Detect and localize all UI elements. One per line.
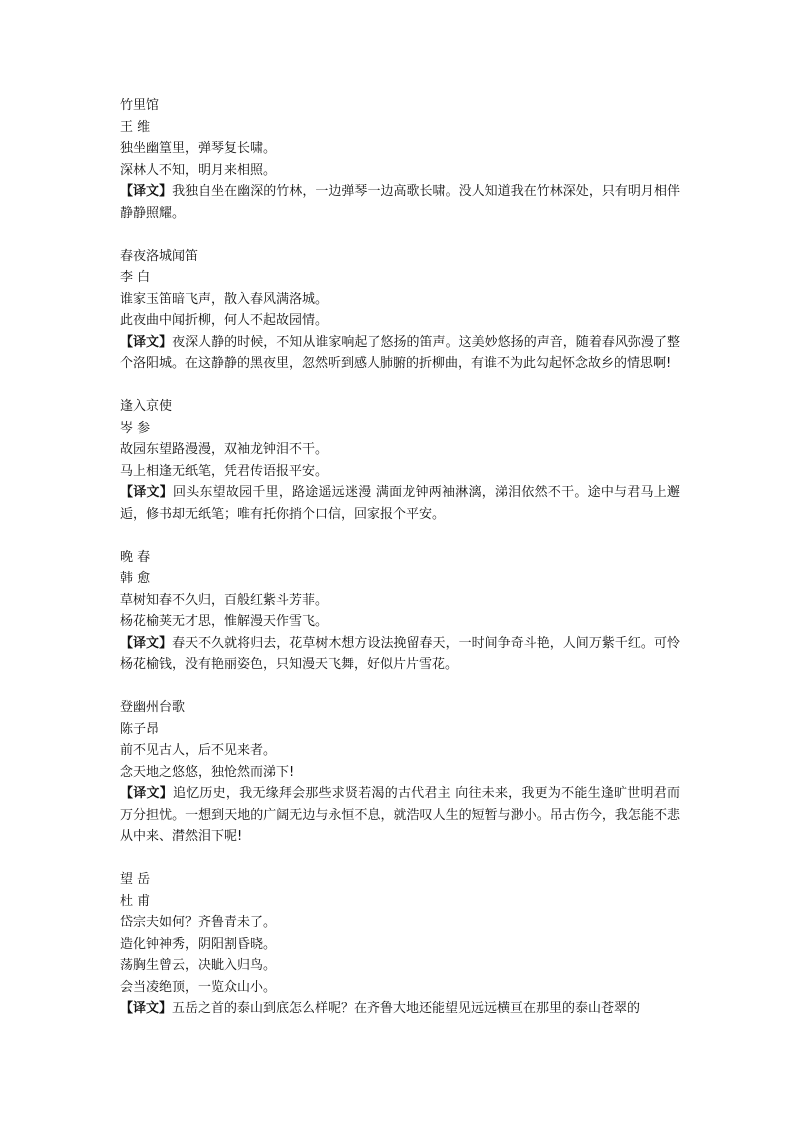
poem-line: 故园东望路漫漫，双袖龙钟泪不干。 xyxy=(120,442,329,457)
poem-author: 王 维 xyxy=(120,119,151,135)
poem-translation xyxy=(120,783,680,848)
translation-tag: 【译文】 xyxy=(120,786,173,801)
poem-title: 晚 春 xyxy=(120,549,151,565)
poem-title: 登幽州台歌 xyxy=(120,700,186,715)
poem-line: 独坐幽篁里，弹琴复长啸。 xyxy=(120,141,277,156)
poem-zhuliguan xyxy=(120,95,680,224)
poem-translation xyxy=(120,482,680,525)
poem-translation xyxy=(120,998,680,1020)
poem-line: 荡胸生曾云，决眦入归鸟。 xyxy=(120,958,277,973)
poem-author: 岑 参 xyxy=(120,420,151,436)
poem-line: 谁家玉笛暗飞声，散入春风满洛城。 xyxy=(120,291,329,307)
poem-deng-youzhou-tai-ge xyxy=(120,697,680,848)
poem-title: 春夜洛城闻笛 xyxy=(120,248,199,264)
translation-text: 五岳之首的泰山到底怎么样呢？在齐鲁大地还能望见远远横亘在那里的泰山苍翠的 xyxy=(172,1001,641,1016)
translation-text: 春天不久就将归去，花草树木想方设法挽留春天，一时间争奇斗艳，人间万紫千红。可怜杨花榆钱，没有艳丽姿色，只知漫天飞舞，好似片片雪花。 xyxy=(120,635,680,672)
poem-wan-chun xyxy=(120,547,680,676)
poem-line: 此夜曲中闻折柳，何人不起故园情。 xyxy=(120,313,329,328)
poem-author: 李 白 xyxy=(120,270,151,285)
translation-tag: 【译文】 xyxy=(120,485,173,500)
poem-author: 杜 甫 xyxy=(120,893,151,909)
poem-line: 会当凌绝顶，一览众山小。 xyxy=(120,979,277,995)
poem-line: 造化钟神秀，阴阳割昏晓。 xyxy=(120,936,277,952)
translation-text: 回头东望故园千里，路途遥远迷漫 满面龙钟两袖淋漓，涕泪依然不干。途中与君马上邂逅，修书却无纸笔；唯有托你捎个口信，回家报个平安。 xyxy=(120,485,680,522)
poem-feng-ru-jing-shi xyxy=(120,396,680,525)
poem-title: 竹里馆 xyxy=(120,98,160,113)
poem-chunye-luocheng-wendi xyxy=(120,246,680,375)
poem-line: 念天地之悠悠，独怆然而涕下! xyxy=(120,764,295,780)
poem-title: 逢入京使 xyxy=(120,399,173,414)
poem-author: 陈子昂 xyxy=(120,721,160,737)
poem-translation xyxy=(120,633,680,676)
poem-translation xyxy=(120,332,680,375)
translation-tag: 【译文】 xyxy=(120,1001,173,1016)
document-page xyxy=(120,95,680,1041)
poem-translation xyxy=(120,181,680,224)
translation-text: 夜深人静的时候，不知从谁家响起了悠扬的笛声。这美妙悠扬的声音，随着春风弥漫了整个洛阳城。在这静静的黑夜里，忽然听到感人肺腑的折柳曲，有谁不为此勾起怀念故乡的情思啊! xyxy=(120,334,680,371)
translation-tag: 【译文】 xyxy=(120,635,173,651)
translation-text: 我独自坐在幽深的竹林，一边弹琴一边高歌长啸。没人知道我在竹林深处，只有明月相伴静静照耀。 xyxy=(120,184,680,221)
poem-line: 草树知春不久归，百般红紫斗芳菲。 xyxy=(120,592,329,608)
poem-wang-yue xyxy=(120,869,680,1020)
poem-line: 深林人不知，明月来相照。 xyxy=(120,162,277,178)
poem-line: 岱宗夫如何？齐鲁青未了。 xyxy=(120,915,277,930)
translation-text: 追忆历史，我无缘拜会那些求贤若渴的古代君主 向往未来，我更为不能生逢旷世明君而万分担忧。一想到天地的广阔无边与永恒不息，就浩叹人生的短暂与渺小。吊古伤今，我怎能不悲从中来、潸然泪下呢! xyxy=(120,786,680,844)
poem-line: 前不见古人，后不见来者。 xyxy=(120,743,277,758)
poem-line: 马上相逢无纸笔，凭君传语报平安。 xyxy=(120,463,329,479)
poem-author: 韩 愈 xyxy=(120,571,151,586)
translation-tag: 【译文】 xyxy=(120,334,173,350)
poem-line: 杨花榆荚无才思，惟解漫天作雪飞。 xyxy=(120,614,329,629)
translation-tag: 【译文】 xyxy=(120,184,173,199)
poem-title: 望 岳 xyxy=(120,872,151,887)
